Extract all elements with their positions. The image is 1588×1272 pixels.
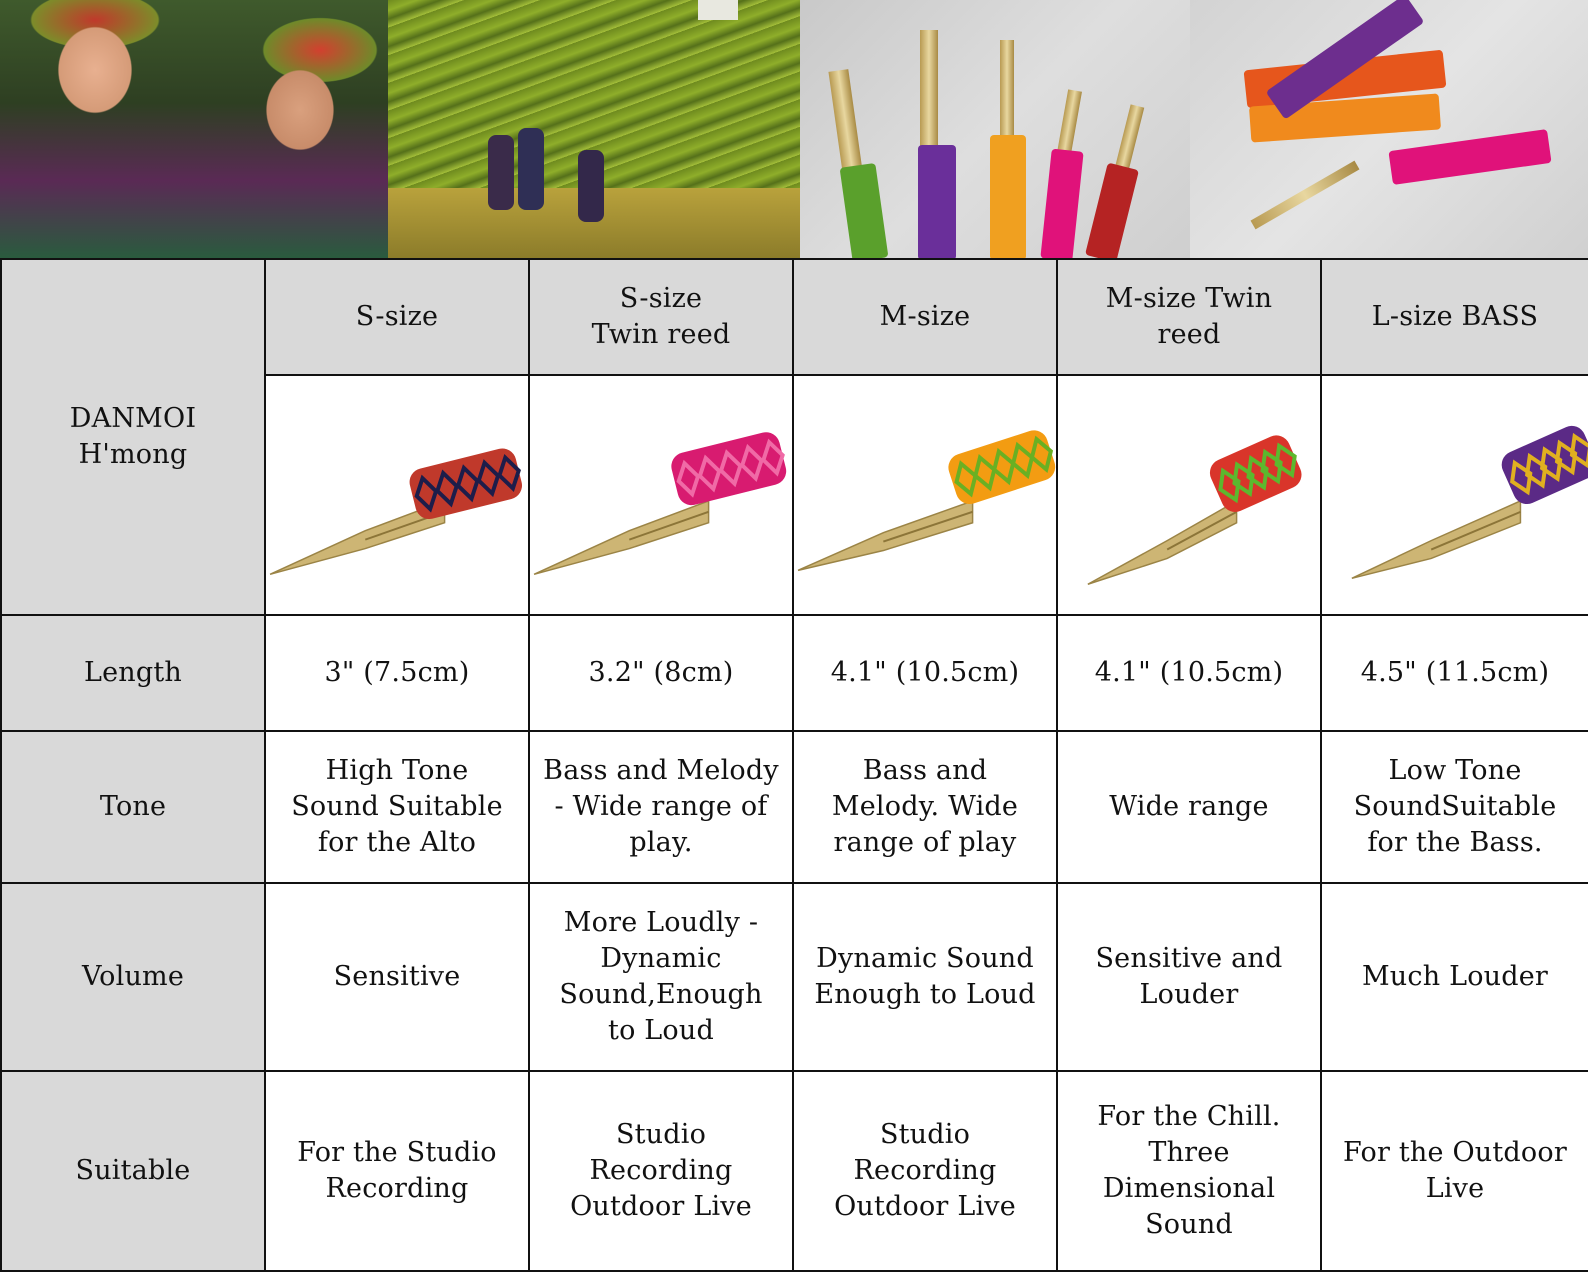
reed-tongue xyxy=(1431,512,1520,550)
suitable-value xyxy=(1057,1071,1321,1271)
photo-harp-cases xyxy=(1190,0,1588,258)
cell-text-line: for the Bass. xyxy=(1367,827,1543,858)
cell-text-line: Louder xyxy=(1139,979,1239,1010)
product-image-cell xyxy=(529,375,793,615)
cell-text-line: Enough to Loud xyxy=(814,979,1036,1010)
cell-text-line: Dimensional xyxy=(1102,1173,1276,1204)
cell-text-line: Studio xyxy=(879,1119,971,1150)
cell-text-line: For the Studio xyxy=(297,1137,497,1168)
product-title xyxy=(1,259,265,615)
length-value: 3.2" (8cm) xyxy=(529,615,793,731)
column-header-s-size xyxy=(265,259,529,375)
column-header-text: S-size xyxy=(355,301,439,332)
photo-rice-terraces xyxy=(388,0,800,258)
title-line-2: H'mong xyxy=(78,439,188,470)
handle xyxy=(1497,421,1588,508)
cell-text-line: High Tone xyxy=(325,755,469,786)
row-label-tone: Tone xyxy=(1,731,265,883)
handle xyxy=(945,427,1056,508)
cell-text-line: Bass and xyxy=(862,755,988,786)
cell-text-line: Melody. Wide xyxy=(831,791,1019,822)
danmoi-comparison-table xyxy=(0,258,1588,1272)
cell-text-line: Recording xyxy=(325,1173,469,1204)
cell-text-line: Outdoor Live xyxy=(834,1191,1016,1222)
column-header-text: S-size xyxy=(619,283,703,314)
cell-text-line: play. xyxy=(629,827,693,858)
mouth-harp-image xyxy=(530,376,792,614)
handle xyxy=(407,446,525,522)
volume-value xyxy=(265,883,529,1071)
title-line-1: DANMOI xyxy=(69,403,197,434)
row-label-length: Length xyxy=(1,615,265,731)
cell-text-line: Sensitive xyxy=(333,961,461,992)
cell-text-line: Recording xyxy=(589,1155,733,1186)
tone-value xyxy=(1321,731,1588,883)
row-label-volume: Volume xyxy=(1,883,265,1071)
reed-tongue xyxy=(1167,512,1236,550)
column-header-text: M-size xyxy=(879,301,971,332)
product-image-cell xyxy=(793,375,1057,615)
mouth-harp-image xyxy=(1058,376,1320,614)
length-value: 4.1" (10.5cm) xyxy=(1057,615,1321,731)
cell-text-line: Three xyxy=(1148,1137,1230,1168)
suitable-value xyxy=(1321,1071,1588,1271)
column-header-text: L-size BASS xyxy=(1371,301,1539,332)
header-row xyxy=(1,259,1588,375)
brass-reed xyxy=(534,501,709,574)
brass-reed xyxy=(798,501,973,570)
cell-text-line: Sound xyxy=(1145,1209,1233,1240)
column-header-l-size-bass xyxy=(1321,259,1588,375)
cell-text-line: Low Tone xyxy=(1388,755,1522,786)
length-row xyxy=(1,615,1588,731)
length-value: 4.5" (11.5cm) xyxy=(1321,615,1588,731)
volume-value xyxy=(1321,883,1588,1071)
cell-text-line: Outdoor Live xyxy=(570,1191,752,1222)
cell-text-line: For the Chill. xyxy=(1097,1101,1281,1132)
product-image-cell xyxy=(1057,375,1321,615)
cell-text-line: Sound Suitable xyxy=(291,791,503,822)
volume-row xyxy=(1,883,1588,1071)
volume-value xyxy=(793,883,1057,1071)
cell-text-line: for the Alto xyxy=(317,827,477,858)
cell-text-line: Bass and Melody xyxy=(543,755,779,786)
volume-value xyxy=(1057,883,1321,1071)
tone-row xyxy=(1,731,1588,883)
column-header-s-size-twin xyxy=(529,259,793,375)
brass-reed xyxy=(1088,501,1237,584)
tone-value xyxy=(1057,731,1321,883)
product-image-cell xyxy=(1321,375,1588,615)
mouth-harp-image xyxy=(1322,376,1588,614)
brass-reed xyxy=(1352,501,1521,578)
suitable-row xyxy=(1,1071,1588,1271)
tone-value xyxy=(529,731,793,883)
product-image-cell xyxy=(265,375,529,615)
column-header-text: M-size Twin xyxy=(1105,283,1273,314)
mouth-harp-image xyxy=(794,376,1056,614)
handle xyxy=(1205,431,1305,516)
column-header-text-2: reed xyxy=(1157,319,1221,350)
cell-text-line: More Loudly - xyxy=(563,907,759,938)
suitable-value xyxy=(529,1071,793,1271)
cell-text-line: - Wide range of xyxy=(554,791,768,822)
suitable-value xyxy=(793,1071,1057,1271)
suitable-value xyxy=(265,1071,529,1271)
column-header-m-size xyxy=(793,259,1057,375)
cell-text-line: SoundSuitable xyxy=(1353,791,1557,822)
photo-five-mouth-harps xyxy=(800,0,1190,258)
photo-hmong-girls-playing xyxy=(0,0,388,258)
cell-text-line: Dynamic xyxy=(600,943,722,974)
length-value: 4.1" (10.5cm) xyxy=(793,615,1057,731)
cell-text-line: Live xyxy=(1425,1173,1485,1204)
cell-text-line: range of play xyxy=(833,827,1017,858)
cell-text-line: For the Outdoor xyxy=(1343,1137,1567,1168)
tone-value xyxy=(793,731,1057,883)
cell-text-line: Wide range xyxy=(1109,791,1269,822)
handle xyxy=(668,429,789,508)
row-label-suitable: Suitable xyxy=(1,1071,265,1271)
cell-text-line: to Loud xyxy=(608,1015,714,1046)
tone-value xyxy=(265,731,529,883)
volume-value xyxy=(529,883,793,1071)
cell-text-line: Dynamic Sound xyxy=(816,943,1034,974)
column-header-text-2: Twin reed xyxy=(591,319,731,350)
length-value: 3" (7.5cm) xyxy=(265,615,529,731)
cell-text-line: Sound,Enough xyxy=(559,979,763,1010)
cell-text-line: Sensitive and xyxy=(1095,943,1283,974)
cell-text-line: Studio xyxy=(615,1119,707,1150)
cell-text-line: Recording xyxy=(853,1155,997,1186)
photo-banner xyxy=(0,0,1588,258)
cell-text-line: Much Louder xyxy=(1361,961,1549,992)
mouth-harp-image xyxy=(266,376,528,614)
column-header-m-size-twin xyxy=(1057,259,1321,375)
